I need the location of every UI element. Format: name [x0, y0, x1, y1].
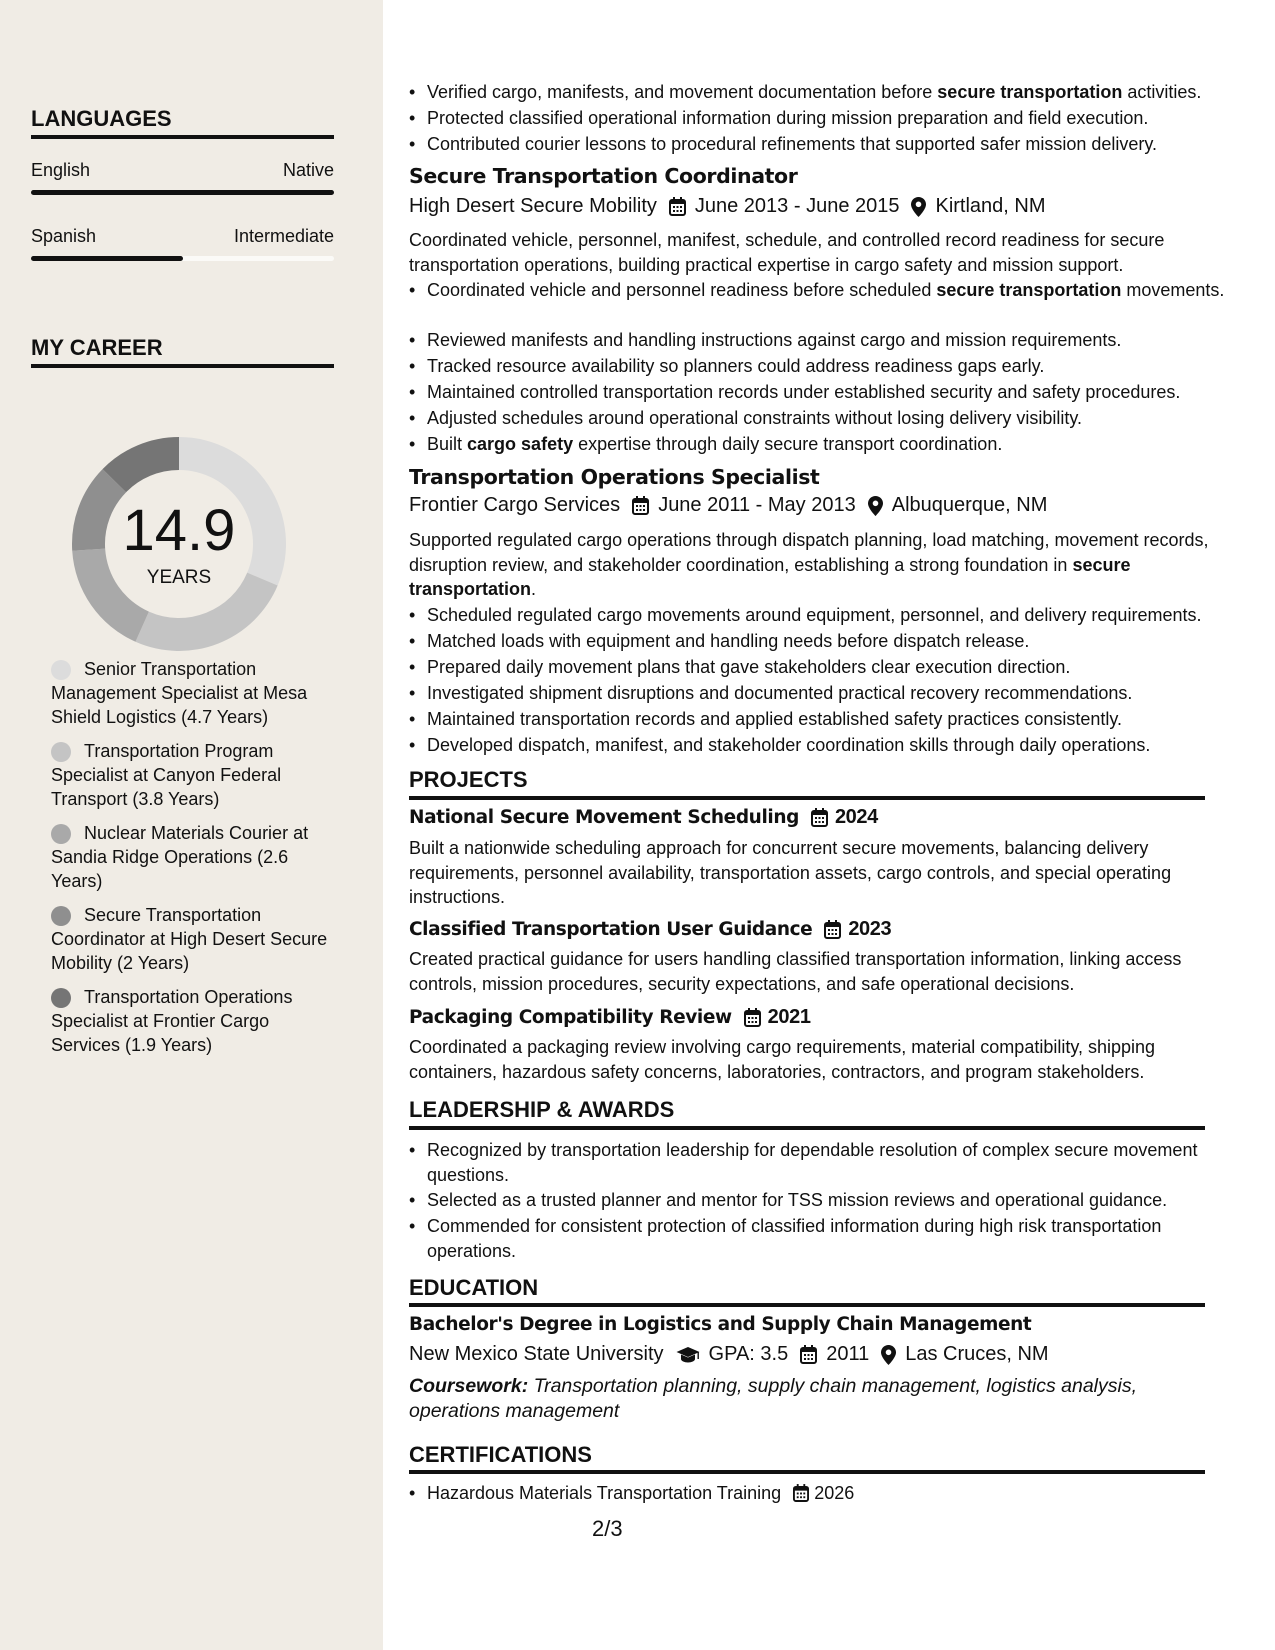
certifications-title: CERTIFICATIONS — [409, 1442, 592, 1467]
leadership-rule — [409, 1126, 1205, 1130]
career-legend-item — [51, 985, 341, 1057]
degree-title: Bachelor's Degree in Logistics and Supply Chain Management — [409, 1314, 1032, 1335]
education-title: EDUCATION — [409, 1275, 539, 1300]
award-bullet: • Commended for consistent protection of classified information during high risk transportation operations. — [409, 1214, 1234, 1263]
job-meta — [409, 195, 1046, 218]
certifications-rule — [409, 1470, 1205, 1474]
project-description: Coordinated a packaging review involving cargo requirements, material compatibility, shipping containers, hazardous safety concerns, laboratories, contractors, and program stakeholders. — [409, 1037, 1156, 1082]
map-pin-icon — [881, 1345, 896, 1365]
job-title: Secure Transportation Coordinator — [409, 164, 798, 188]
languages-rule — [31, 135, 334, 139]
experience-bullet: • Adjusted schedules around operational constraints without losing delivery visibility. — [409, 406, 1234, 431]
project-year: 2021 — [767, 1006, 811, 1028]
language-name: Spanish — [31, 226, 97, 246]
project-year: 2023 — [848, 918, 892, 940]
projects-rule — [409, 796, 1205, 800]
career-legend-item — [51, 657, 341, 729]
career-rule — [31, 364, 334, 368]
legend-dot — [51, 824, 71, 844]
legend-dot — [51, 988, 71, 1008]
map-pin-icon — [911, 197, 926, 217]
project-title — [409, 918, 891, 941]
experience-bullet: • Maintained transportation records and applied established safety practices consistently. — [409, 707, 1234, 732]
career-donut-chart — [66, 431, 292, 657]
job-dates: June 2013 - June 2015 — [694, 195, 900, 217]
project-title — [409, 1006, 811, 1029]
experience-bullet: • Maintained controlled transportation records under established security and safety procedures. — [409, 380, 1234, 405]
project-name: Classified Transportation User Guidance — [409, 919, 813, 940]
language-bar — [31, 256, 334, 261]
experience-bullet: • Tracked resource availability so planners could address readiness gaps early. — [409, 354, 1234, 379]
calendar-icon — [800, 1345, 817, 1364]
legend-label: Senior Transportation Management Specialist at Mesa Shield Logistics (4.7 Years) — [51, 659, 308, 727]
education-rule — [409, 1303, 1205, 1307]
career-title: MY CAREER — [31, 335, 163, 360]
calendar-icon — [744, 1008, 761, 1027]
experience-bullet: • Verified cargo, manifests, and movement documentation before secure transportation activities. — [409, 80, 1234, 105]
languages-title: LANGUAGES — [31, 106, 172, 131]
legend-label: Transportation Operations Specialist at Frontier Cargo Services (1.9 Years) — [51, 987, 293, 1055]
job-company: High Desert Secure Mobility — [409, 195, 657, 217]
award-bullet: • Recognized by transportation leadership for dependable resolution of complex secure movement questions. — [409, 1138, 1234, 1187]
job-summary: Supported regulated cargo operations through dispatch planning, load matching, movement records, disruption review, and stakeholder coordination, establishing a strong foundation in secure transportation. — [409, 530, 1209, 599]
language-name: English — [31, 160, 91, 180]
language-bar-fill — [31, 256, 183, 261]
legend-label: Transportation Program Specialist at Canyon Federal Transport (3.8 Years) — [51, 741, 282, 809]
experience-bullet: • Reviewed manifests and handling instructions against cargo and mission requirements. — [409, 328, 1234, 353]
calendar-icon — [811, 808, 828, 827]
leadership-title: LEADERSHIP & AWARDS — [409, 1097, 675, 1122]
career-legend-item — [51, 903, 341, 975]
career-legend-item — [51, 821, 341, 893]
school-name: New Mexico State University — [409, 1343, 664, 1365]
career-years-label: YEARS — [146, 567, 212, 588]
experience-bullet: • Built cargo safety expertise through daily secure transport coordination. — [409, 432, 1234, 457]
calendar-icon — [669, 197, 686, 216]
experience-bullet: • Matched loads with equipment and handling needs before dispatch release. — [409, 629, 1234, 654]
graduation-year: 2011 — [826, 1343, 870, 1365]
school-location: Las Cruces, NM — [905, 1343, 1049, 1365]
experience-bullet: • Coordinated vehicle and personnel readiness before scheduled secure transportation movements. — [409, 278, 1234, 303]
project-name: Packaging Compatibility Review — [409, 1007, 732, 1028]
project-description: Built a nationwide scheduling approach for concurrent secure movements, balancing delivery requirements, personnel availability, transportation assets, cargo controls, and special operating instructions. — [409, 838, 1172, 907]
legend-dot — [51, 742, 71, 762]
experience-bullet: • Contributed courier lessons to procedural refinements that supported safer mission delivery. — [409, 132, 1234, 157]
language-bar — [31, 190, 334, 195]
experience-bullet: • Scheduled regulated cargo movements around equipment, personnel, and delivery requirements. — [409, 603, 1234, 628]
language-level: Intermediate — [233, 226, 334, 246]
job-location: Albuquerque, NM — [891, 494, 1048, 516]
award-bullet: • Selected as a trusted planner and mentor for TSS mission reviews and operational guidance. — [409, 1188, 1234, 1213]
job-meta — [409, 494, 1047, 517]
experience-bullet: • Protected classified operational information during mission preparation and field execution. — [409, 106, 1234, 131]
job-dates: June 2011 - May 2013 — [658, 494, 856, 516]
job-title: Transportation Operations Specialist — [409, 465, 820, 489]
calendar-icon — [824, 920, 841, 939]
education-meta — [409, 1343, 1049, 1366]
calendar-icon — [793, 1484, 809, 1502]
sidebar — [0, 0, 383, 1650]
job-company: Frontier Cargo Services — [409, 494, 621, 516]
legend-label: Secure Transportation Coordinator at High Desert Secure Mobility (2 Years) — [51, 905, 328, 973]
language-level: Native — [282, 160, 334, 180]
career-total-years: 14.9 — [122, 498, 236, 563]
job-summary: Coordinated vehicle, personnel, manifest, schedule, and controlled record readiness for secure transportation operations, building practical expertise in cargo safety and mission support. — [409, 230, 1165, 275]
projects-title: PROJECTS — [409, 767, 528, 792]
main-content — [383, 0, 1275, 1650]
project-year: 2024 — [834, 806, 878, 828]
certification-bullet — [409, 1481, 1234, 1506]
gpa: GPA: 3.5 — [708, 1343, 789, 1365]
career-legend-item — [51, 739, 341, 811]
calendar-icon — [632, 496, 649, 515]
legend-dot — [51, 660, 71, 680]
experience-bullet: • Investigated shipment disruptions and documented practical recovery recommendations. — [409, 681, 1234, 706]
certification-year: 2026 — [814, 1483, 855, 1503]
project-title — [409, 806, 878, 829]
map-pin-icon — [868, 496, 883, 516]
language-bar-fill — [31, 190, 334, 195]
page-number: 2/3 — [592, 1516, 623, 1541]
certification-name: • Hazardous Materials Transportation Training — [427, 1483, 782, 1503]
experience-bullet: • Developed dispatch, manifest, and stakeholder coordination skills through daily operations. — [409, 733, 1234, 758]
legend-label: Nuclear Materials Courier at Sandia Ridge Operations (2.6 Years) — [51, 823, 309, 891]
project-name: National Secure Movement Scheduling — [409, 807, 799, 828]
graduation-cap-icon — [676, 1346, 700, 1364]
job-location: Kirtland, NM — [935, 195, 1046, 217]
project-description: Created practical guidance for users handling classified transportation information, linking access controls, mission procedures, security expectations, and safe operational decisions. — [409, 949, 1182, 994]
coursework: Coursework: Transportation planning, supply chain management, logistics analysis, operations management — [409, 1375, 1138, 1422]
experience-bullet: • Prepared daily movement plans that gave stakeholders clear execution direction. — [409, 655, 1234, 680]
legend-dot — [51, 906, 71, 926]
